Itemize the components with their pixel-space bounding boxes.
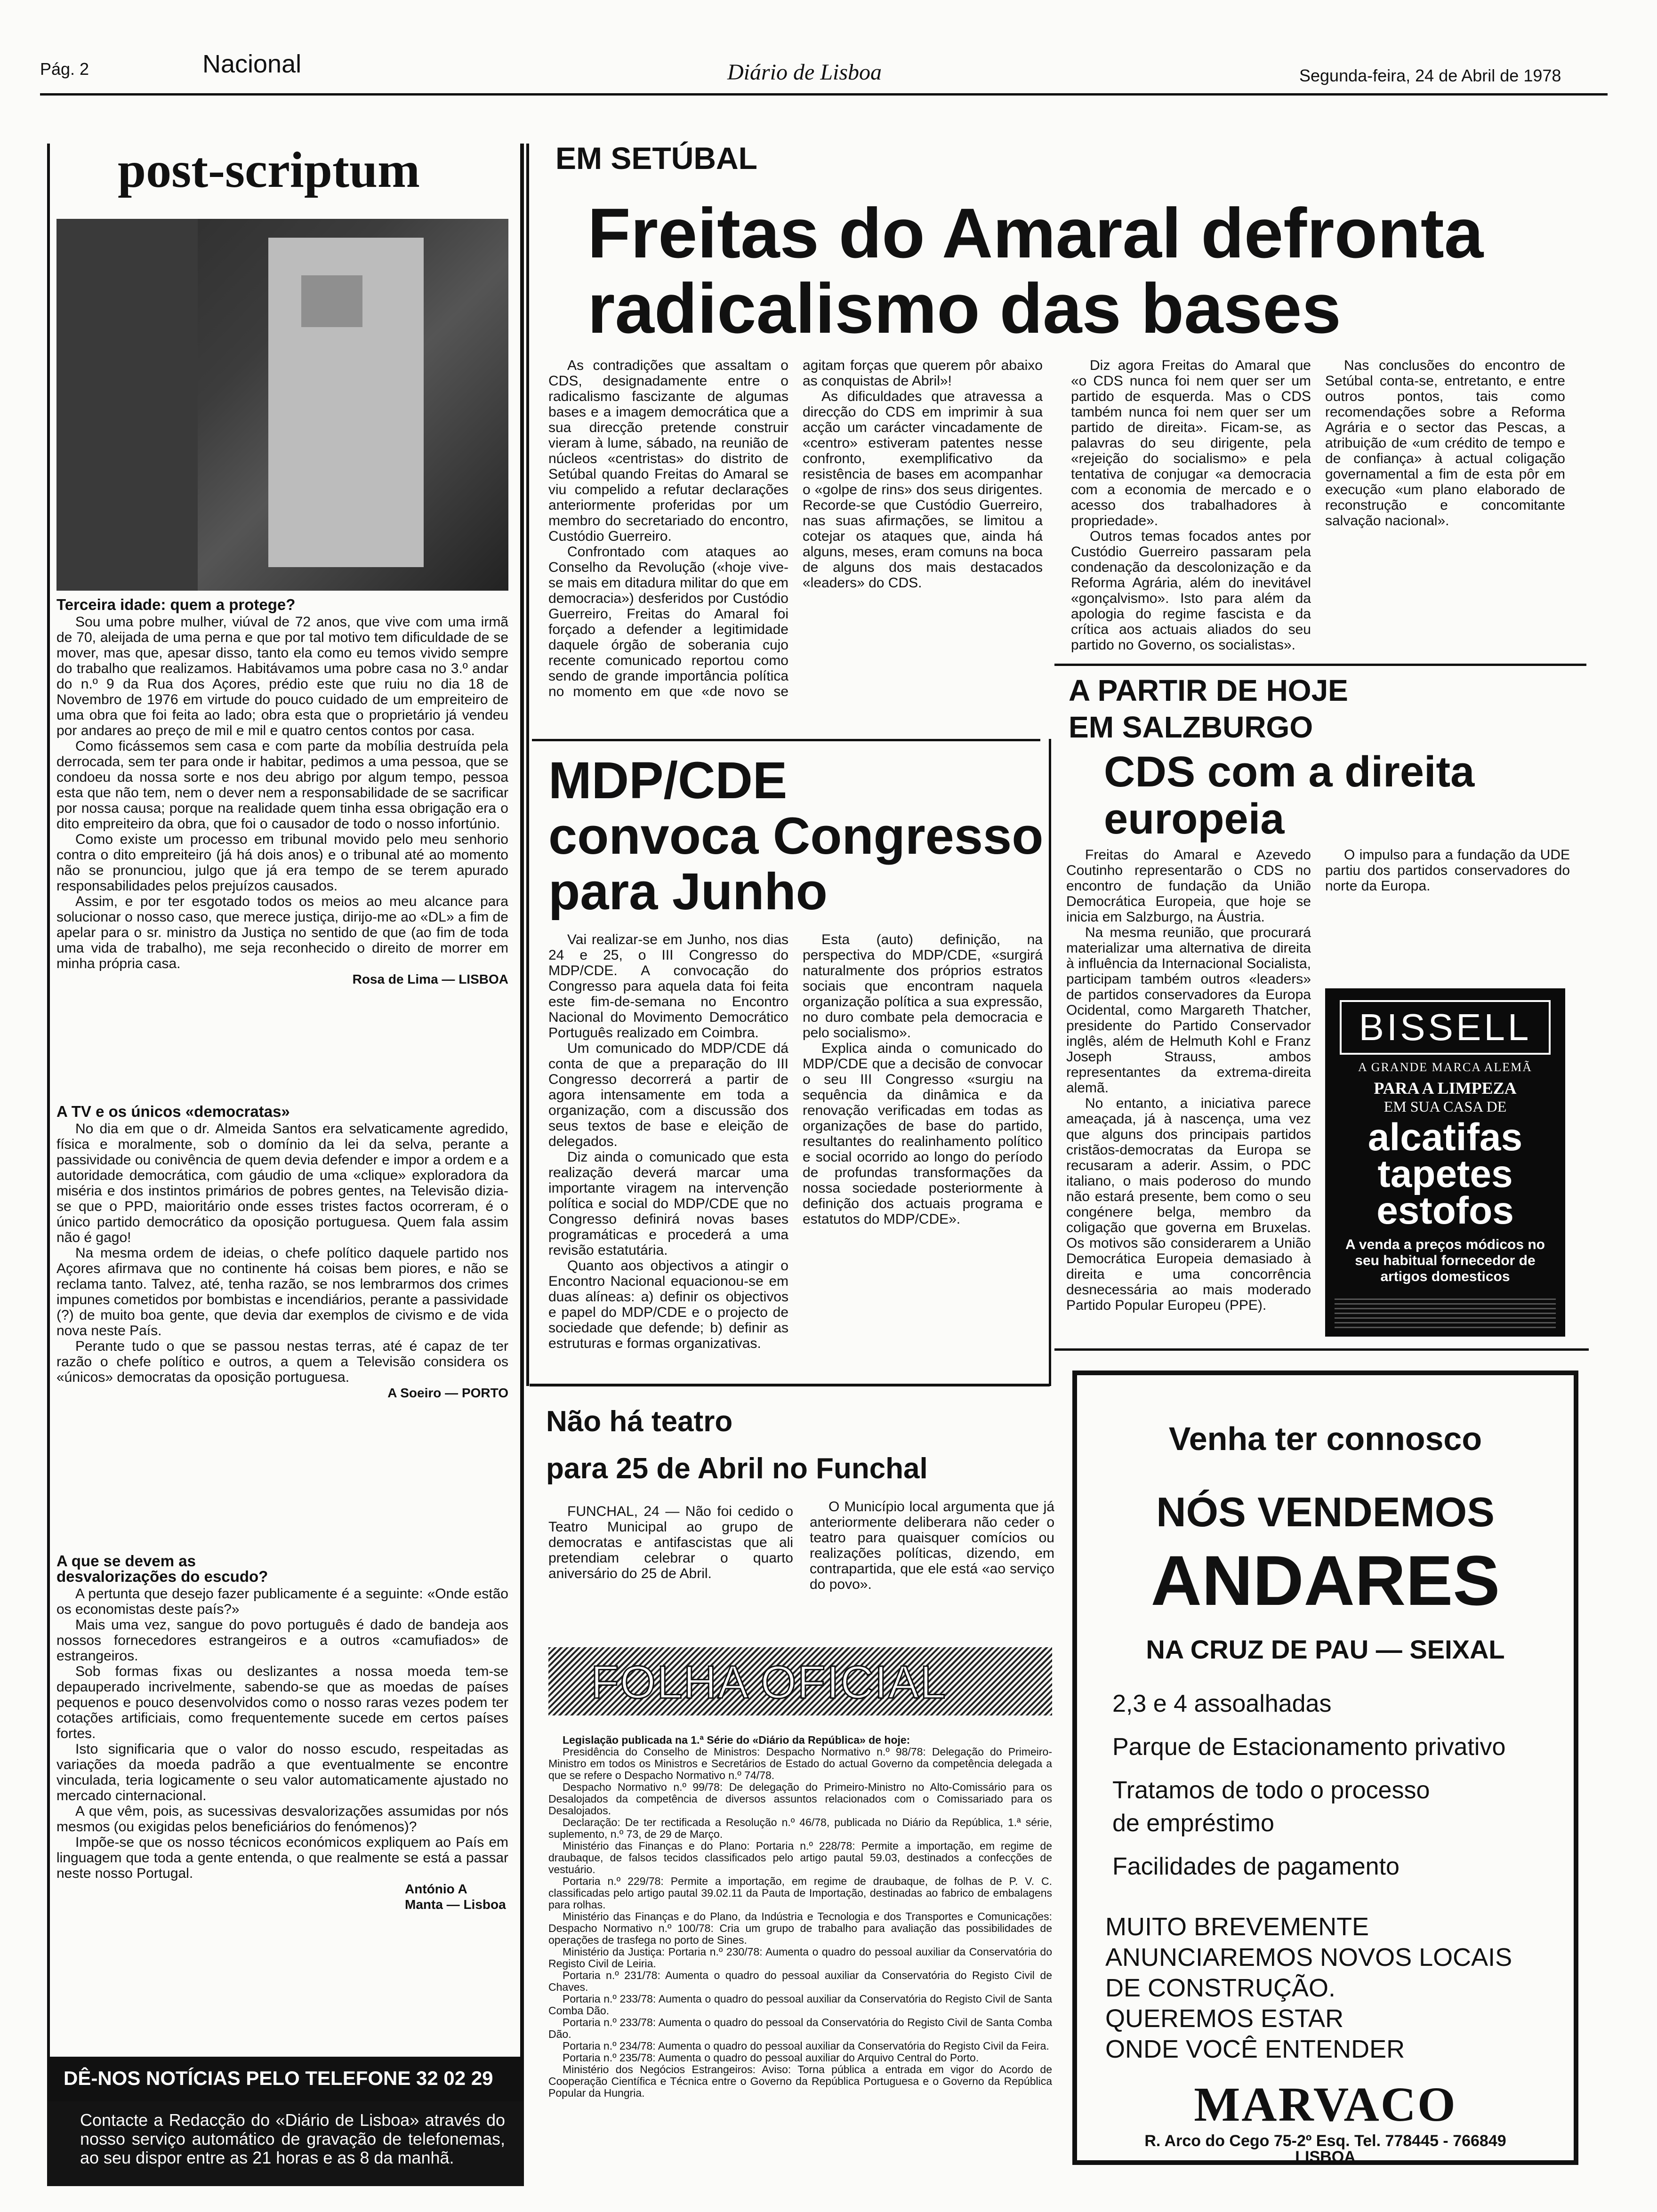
mdp-paragraph: Diz ainda o comunicado que esta realização deverá marcar uma importante viragem na intervenção política e social do MDP/CDE que no Congresso definirá novas bases programáticas e procederá a uma revisão estatutária. — [548, 1149, 788, 1258]
letter-paragraph: Impõe-se que os nosso técnicos económicos expliquem ao País em linguagem que toda a gente entenda, o que realmente se está a passar neste nosso Portugal. — [56, 1835, 508, 1881]
folha-banner — [548, 1647, 1052, 1715]
letter-heading: A TV e os únicos «democratas» — [56, 1103, 290, 1120]
mdp-paragraph: Quanto aos objectivos a atingir o Encontro Nacional equacionou-se em duas alíneas: a) definir os objectivos e papel do MDP/CDE e o projecto de sociedade que defende; b) definir as estruturas e formas organizativas. — [548, 1258, 788, 1351]
salzburgo-bottom-rule — [1054, 1348, 1589, 1351]
lead-paragraph: As dificuldades que atravessa a direcção do CDS em imprimir à sua acção um carácter vincadamente de «centro» estiveram patentes nesse confronto, exemplificativo da resistência de bases em acompanhar o «golpe de rins» dos seus dirigentes. Recorde-se que Custódio Guerreiro, nas suas afirmações, se limitou a cotejar os ataques que, ainda há alguns, meses, eram comuns na boca de alguns dos mais destacados «leaders» do CDS. — [803, 389, 1043, 591]
teatro-title-2: para 25 de Abril no Funchal — [546, 1452, 928, 1485]
letter-paragraph: A pertunta que desejo fazer publicamente é a seguinte: «Onde estão os economistas deste país?» — [56, 1586, 508, 1617]
salzburgo-paragraph: No entanto, a iniciativa parece ameaçada, já à nascença, uma vez que alguns dos principais partidos cristãos-democratas da Europa se recusaram a aderir. Assim, o PDC italiano, o mais poderoso do mundo não estará presente, bem como o seu congénere belga, membro da coligação que governa em Bruxelas. Os motivos são considerarem a União Democrática Europeia demasiado à direita e uma concorrência desnecessária ao mais moderado Partido Popular Europeu (PPE). — [1066, 1096, 1311, 1313]
mdp-right-rule — [1049, 739, 1051, 1386]
marvaco-line2: NÓS VENDEMOS — [1156, 1489, 1495, 1535]
folha-entry: Portaria n.º 235/78: Aumenta o quadro do pessoal auxiliar do Arquivo Central do Porto. — [563, 2052, 979, 2064]
bissell-brand: BISSELL — [1359, 1006, 1532, 1048]
lead-paragraph: Nas conclusões do encontro de Setúbal conta-se, entretanto, e entre outros pontos, tais como recomendações sobre a Reforma Agrária e o sector das Pescas, a atribuição de «um crédito de tempo e de confiança» à actual coligação governamental a fim de esta pôr em execução «um plano elaborado de reconstrução e concomitante salvação nacional». — [1325, 358, 1565, 529]
marvaco-city: LISBOA — [1295, 2148, 1356, 2166]
bissell-ad — [1325, 988, 1565, 1337]
bissell-item: tapetes — [1377, 1153, 1513, 1195]
teatro-paragraph: O Município local argumenta que já anteriormente deliberara não ceder o teatro para quaisquer comícios ou realizações políticas, dizendo, em contrapartida, que ele está «ao serviço do povo». — [810, 1499, 1054, 1592]
bissell-item: estofos — [1376, 1189, 1514, 1232]
marvaco-feature: Tratamos de todo o processo — [1112, 1777, 1430, 1804]
mdp-title-3: para Junho — [548, 863, 828, 921]
lead-kicker: EM SETÚBAL — [555, 141, 757, 176]
folha-entry: Legislação publicada na 1.ª Série do «Diário da República» de hoje: — [563, 1734, 910, 1746]
letter-heading: Terceira idade: quem a protege? — [56, 596, 296, 613]
letter-paragraph: Como existe um processo em tribunal movido pelo meu senhorio contra o dito empreiteiro (já há dois anos) e o tribunal até ao momento não se pronunciou, julgo que já era tempo de se terem apurado responsabilidades pelos prejuízos causados. — [56, 832, 508, 894]
letter-paragraph: Sob formas fixas ou deslizantes a nossa moeda tem-se depauperado incrivelmente, sabendo-se que as moedas de países pequenos e pouco desenvolvidos como o nosso raras vezes podem ter cotações artificiais, como frequentemente sucede em certos países fortes. — [56, 1664, 508, 1741]
letter-paragraph: Sou uma pobre mulher, viúval de 72 anos, que vive com uma irmã de 70, aleijada de uma perna e que por tal motivo tem dificuldade de se mover, mas que, apesar disso, tanto ela como eu temos vivido sempre do trabalho que realizamos. Habitávamos uma pobre casa no 3.º andar do n.º 9 da Rua dos Açores, prédio este que ruiu no dia 18 de Novembro de 1976 em virtude do pouco cuidado de um empreiteiro de uma obra que foi feita ao lado; obra esta que o proprietário já vendeu por andares ao preço de mil e mil e quatro centos contos por casa. — [56, 614, 508, 738]
salzburgo-title-1: CDS com a direita — [1104, 748, 1475, 796]
lead-paragraph: Diz agora Freitas do Amaral que «o CDS nunca foi nem quer ser um partido de esquerda. Mas o CDS também nunca foi nem quer ser um partido de direita». Ficam-se, as palavras do seu dirigente, pela «rejeição do socialismo» e pela tentativa de conjugar «a democracia com a economia de mercado e o acesso dos trabalhadores à propriedade». — [1071, 358, 1311, 529]
ps-letter-2 — [56, 1104, 508, 1401]
letter-paragraph: Isto significaria que o valor do nosso escudo, respeitadas as variações da moeda padrão a que eventualmente se encontre vinculada, teria logicamente o seu valor automaticamente ajustado no mercado cinternacional. — [56, 1741, 508, 1803]
center-column-rule — [526, 144, 529, 1386]
phone-banner-text: DÊ-NOS NOTÍCIAS PELO TELEFONE 32 02 29 — [64, 2067, 493, 2089]
marvaco-soon-line: QUEREMOS ESTAR — [1105, 2004, 1344, 2033]
ps-photo — [56, 219, 508, 591]
folha-entry: Portaria n.º 233/78: Aumenta o quadro do pessoal da Conservatória do Registo Civil de Santa Comba Dão. — [548, 2016, 1052, 2040]
mdp-paragraph: Vai realizar-se em Junho, nos dias 24 e 25, o III Congresso do MDP/CDE. A convocação do Congresso para aquela data foi feita este fim-de-semana no Encontro Nacional do Movimento Democrático Português realizado em Coimbra. — [548, 932, 788, 1041]
ps-letter-3 — [56, 1553, 508, 1912]
marvaco-feature: 2,3 e 4 assoalhadas — [1112, 1690, 1332, 1717]
marvaco-soon — [1105, 1912, 1512, 2065]
mdp-paragraph: Um comunicado do MDP/CDE dá conta de que a preparação do III Congresso decorrerá a partir de agora intensamente em toda a organização, com a discussão dos seus textos de base e eleição de delegados. — [548, 1041, 788, 1149]
marvaco-feature: Facilidades de pagamento — [1112, 1853, 1400, 1880]
salzburgo-rule — [1054, 664, 1586, 666]
lead-paragraph: As contradições que assaltam o CDS, designadamente entre o radicalismo fascizante de algumas bases e a imagem democrática que a sua direcção pretende construir vieram à lume, sábado, na reunião de núcleos «centristas» do distrito de Setúbal quando Freitas do Amaral se viu compelido a refutar declarações anteriormente proferidas por um membro do secretariado do encontro, Custódio Guerreiro. — [548, 358, 788, 544]
marvaco-line1: Venha ter connosco — [1168, 1420, 1482, 1457]
folha-entry: Portaria n.º 229/78: Permite a importação, em regime de draubaque, de folhas de P. V. C. classificadas pelo artigo pautal 39.02.11 da Pauta de Importação, destinadas ao fabrico de embalagens para rolhas. — [548, 1875, 1052, 1911]
page-number: Pág. 2 — [40, 59, 89, 79]
bissell-item: alcatifas — [1367, 1116, 1523, 1159]
bissell-footer — [1335, 1295, 1556, 1328]
teatro-body-left — [548, 1504, 793, 1581]
marvaco-line4: NA CRUZ DE PAU — SEIXAL — [1146, 1635, 1505, 1664]
page-header — [0, 0, 1657, 99]
salzburgo-paragraph: Freitas do Amaral e Azevedo Coutinho representarão o CDS no encontro de fundação da União Democrática Europeia, que hoje se inicia em Salzburgo, na Áustria. — [1066, 847, 1311, 925]
marvaco-feature: Parque de Estacionamento privativo — [1112, 1733, 1506, 1761]
letter-signature: A Soeiro — PORTO — [387, 1386, 508, 1400]
contact-text: Contacte a Redacção do «Diário de Lisboa» através do nosso serviço automático de gravação de telefonemas, ao seu dispor entre as 21 horas e as 8 da manhã. — [80, 2110, 505, 2167]
ps-title: post-scriptum — [118, 142, 420, 198]
marvaco-address: R. Arco do Cego 75-2º Esq. Tel. 778445 - 766849 — [1144, 2132, 1506, 2150]
teatro-body-right — [810, 1499, 1054, 1592]
bissell-sale: A venda a preços módicos no seu habitual fornecedor de artigos domesticos — [1345, 1237, 1545, 1284]
letter-paragraph: A que vêm, pois, as sucessivas desvalorizações assumidas por nós mesmos (ou exigidas pelos beneficiários do fenómenos)? — [56, 1803, 508, 1835]
letter-signature: António A Manta — Lisboa — [405, 1882, 506, 1912]
salzburgo-body-left — [1066, 847, 1311, 1332]
lead-paragraph: Confrontado com ataques ao Conselho da Revolução («hoje vive-se mais em ditadura militar do que em democracia») desferidos por Custódio Guerreiro, Freitas do Amaral foi forçado a defender a legitimidade daquele órgão de soberania cujo recente comunicado reportou como sendo de grande importância política no momento em que «de novo se agitam forças que querem pôr abaixo as conquistas de Abril»! — [548, 358, 1043, 699]
mdp-paragraph: Explica ainda o comunicado do MDP/CDE que a decisão de convocar o seu III Congresso «surgiu na sequência da dinâmica e da renovação verificadas em todas as organizações de base do partido, resultantes do realinhamento político e social ocorrido ao longo do período de profundas transformações da nossa sociedade posteriormente à definição dos actuais programa e estatutos do MDP/CDE». — [803, 1041, 1043, 1227]
lead-paragraph: Outros temas focados antes por Custódio Guerreiro passaram pela condenação da descolonização e da Reforma Agrária, além do inevitável «gonçalvismo». Isto para além da apologia do regime fascista e da crítica aos actuais aliados do seu partido no Governo, os socialistas». — [1071, 529, 1311, 653]
header-rule — [40, 93, 1608, 96]
salzburgo-kicker-1: A PARTIR DE HOJE — [1069, 673, 1348, 707]
letter-paragraph: Na mesma ordem de ideias, o chefe político daquele partido nos Açores afirmava que no continente há coisas bem piores, e não se reclama tanto. Talvez, até, tenha razão, se nos lembrarmos dos crimes impunes cometidos por bombistas e incendiários, perante a passividade (?) de muito boa gente, que devia dar exemplos de civismo e de vida nova neste País. — [56, 1245, 508, 1338]
folha-entries — [548, 1734, 1052, 2099]
marvaco-features — [1112, 1686, 1505, 1884]
marvaco-line3: ANDARES — [1150, 1541, 1500, 1620]
letter-signature: Rosa de Lima — LISBOA — [352, 972, 508, 986]
masthead: Diário de Lisboa — [727, 60, 882, 85]
marvaco-soon-line: ANUNCIAREMOS NOVOS LOCAIS — [1105, 1943, 1512, 1972]
folha-entry: Declaração: De ter rectificada a Resolução n.º 46/78, publicada no Diário da República, 1.ª série, suplemento, n.º 73, de 29 de Março. — [548, 1816, 1052, 1840]
folha-banner-text: FOLHA OFICIAL — [591, 1656, 947, 1708]
contact-box — [47, 2101, 524, 2186]
mdp-paragraph: Esta (auto) definição, na perspectiva do MDP/CDE, «surgirá naturalmente dos próprios estratos sociais que encontram naquela organização política a sua expressão, no duro combate pela democracia e pelo socialismo». — [803, 932, 1043, 1041]
marvaco-soon-line: ONDE VOCÊ ENTENDER — [1105, 2035, 1405, 2063]
folha-entry: Ministério da Justiça: Portaria n.º 230/78: Aumenta o quadro do pessoal auxiliar da Conservatória do Registo Civil de Leiria. — [548, 1946, 1052, 1970]
ps-border-right — [520, 144, 524, 2186]
folha-entry: Presidência do Conselho de Ministros: Despacho Normativo n.º 98/78: Delegação do Primeiro-Ministro em todos os Ministros e Secretários de Estado do actual Governo da competência delegada a que se refere o Despacho Normativo n.º 74/78. — [548, 1746, 1052, 1781]
teatro-paragraph: FUNCHAL, 24 — Não foi cedido o Teatro Municipal ao grupo de democratas e antifascistas que ali pretendiam celebrar o quarto aniversário do 25 de Abril. — [548, 1504, 793, 1581]
folha-entry: Ministério das Finanças e do Plano, da Indústria e Tecnologia e dos Transportes e Comunicações: Despacho Normativo n.º 100/78: Cria um grupo de trabalho para avaliação das possibilidades de operações de trasfega no porto de Sines. — [548, 1910, 1052, 1946]
section-name: Nacional — [202, 50, 302, 78]
folha-entry: Portaria n.º 233/78: Aumenta o quadro do pessoal auxiliar da Conservatória do Registo Civil de Santa Comba Dão. — [548, 1993, 1052, 2017]
mdp-title-2: convoca Congresso — [548, 807, 1044, 865]
salzburgo-body-right — [1325, 847, 1570, 988]
marvaco-ad — [1072, 1370, 1578, 2165]
lead-title-2: radicalismo das bases — [587, 269, 1341, 348]
lead-rule — [532, 739, 1040, 741]
salzburgo-kicker-2: EM SALZBURGO — [1069, 710, 1313, 744]
ps-letter-1 — [56, 597, 508, 987]
letter-paragraph: Perante tudo o que se passou nestas terras, até é capaz de ter razão o chefe político e outros, a quem a Televisão considera os «únicos» democratas da oposição portuguesa. — [56, 1338, 508, 1385]
folha-entry: Portaria n.º 231/78: Aumenta o quadro do pessoal auxiliar da Conservatória do Registo Civil de Chaves. — [548, 1969, 1052, 1993]
bissell-tagline: A GRANDE MARCA ALEMÃ — [1358, 1060, 1533, 1074]
bissell-line2: EM SUA CASA DE — [1384, 1098, 1507, 1115]
salzburgo-paragraph: Na mesma reunião, que procurará materializar uma alternativa de direita à influência da Internacional Socialista, participam também outros «leaders» de partidos conservadores da Europa Ocidental, como Margareth Thatcher, presidente do Partido Conservador inglês, além de Helmuth Kohl e Franz Joseph Strauss, ambos representantes da extrema-direita alemã. — [1066, 925, 1311, 1096]
lead-title-1: Freitas do Amaral defronta — [587, 193, 1484, 272]
teatro-title-1: Não há teatro — [546, 1405, 733, 1438]
letter-paragraph: No dia em que o dr. Almeida Santos era selvaticamente agredido, física e moralmente, sob o domínio da lei da selva, perante a passividade ou conivência de quem devia defender e impor a ordem e a autoridade democrática, com gáudio de uma «clique» exploradora da miséria e dos instintos primários de pobres gentes, na Televisão dizia-se que o PPD, maioritário onde esses tristes factos ocorreram, é o único partido democrático da oposição portuguesa. Quem fala assim não é gago! — [56, 1121, 508, 1245]
mdp-body — [548, 932, 1043, 1365]
lead-body-right — [1071, 358, 1565, 659]
folha-entry: Despacho Normativo n.º 99/78: De delegação do Primeiro-Ministro no Alto-Comissário para os Desalojados da competência de diversos assuntos relacionados com o Comissariado para os Desalojados. — [548, 1781, 1052, 1817]
bissell-line1: PARA A LIMPEZA — [1374, 1079, 1517, 1098]
issue-date: Segunda-feira, 24 de Abril de 1978 — [1299, 66, 1561, 85]
mdp-title-1: MDP/CDE — [548, 752, 788, 809]
letter-paragraph: Como ficássemos sem casa e com parte da mobília destruída pela derrocada, sem ter para onde ir habitar, pedimos a uma pessoa, que se condoeu da nossa sorte e nos deu abrigo por algum tempo, pessoa esta que não tem, nem o dever nem a responsabilidade de se sacrificar por nossa causa; porque na realidade quem tinha essa obrigação era o dito empreiteiro da obra, que foi o causador de todo o nosso infortúnio. — [56, 738, 508, 832]
ps-border-left — [47, 144, 50, 2186]
folha-entry: Ministério dos Negócios Estrangeiros: Aviso: Torna pública a entrada em vigor do Acordo de Cooperação Científica e Técnica entre o Governo da República Portuguesa e o Governo da República Popular da Hungria. — [548, 2063, 1052, 2099]
salzburgo-paragraph: O impulso para a fundação da UDE partiu dos partidos conservadores do norte da Europa. — [1325, 847, 1570, 894]
marvaco-soon-line: DE CONSTRUÇÃO. — [1105, 1974, 1336, 2002]
letter-heading: A que se devem as desvalorizações do escudo? — [56, 1552, 268, 1585]
letter-paragraph: Mais uma vez, sangue do povo português é dado de bandeja aos nossos fornecedores estrangeiros e a outros «camufiados» de estrangeiros. — [56, 1617, 508, 1664]
marvaco-feature: de empréstimo — [1112, 1810, 1274, 1837]
mdp-bottom-rule — [530, 1384, 1050, 1387]
bissell-logo — [1340, 1000, 1551, 1055]
salzburgo-title-2: europeia — [1104, 795, 1285, 843]
marvaco-soon-line: MUITO BREVEMENTE — [1105, 1913, 1369, 1941]
folha-entry: Portaria n.º 234/78: Aumenta o quadro do pessoal auxiliar da Conservatória do Registo Civil da Feira. — [563, 2040, 1049, 2052]
marvaco-brand: MARVACO — [1194, 2077, 1457, 2132]
lead-body-left — [548, 358, 1043, 729]
letter-paragraph: Assim, e por ter esgotado todos os meios ao meu alcance para solucionar o nosso caso, que merece justiça, dirijo-me ao «DL» a fim de apelar para o sr. ministro da Justiça no sentido de que (ao fim de toda uma vida de trabalho), me seja reconhecido o direito de morrer em minha própria casa. — [56, 894, 508, 971]
phone-banner — [47, 2057, 524, 2101]
folha-entry: Ministério das Finanças e do Plano: Portaria n.º 228/78: Permite a importação, em regime de draubaque, de falsos tecidos classificados pelo artigo pautal 59.03, destinados a confecções de vestuário. — [548, 1840, 1052, 1875]
